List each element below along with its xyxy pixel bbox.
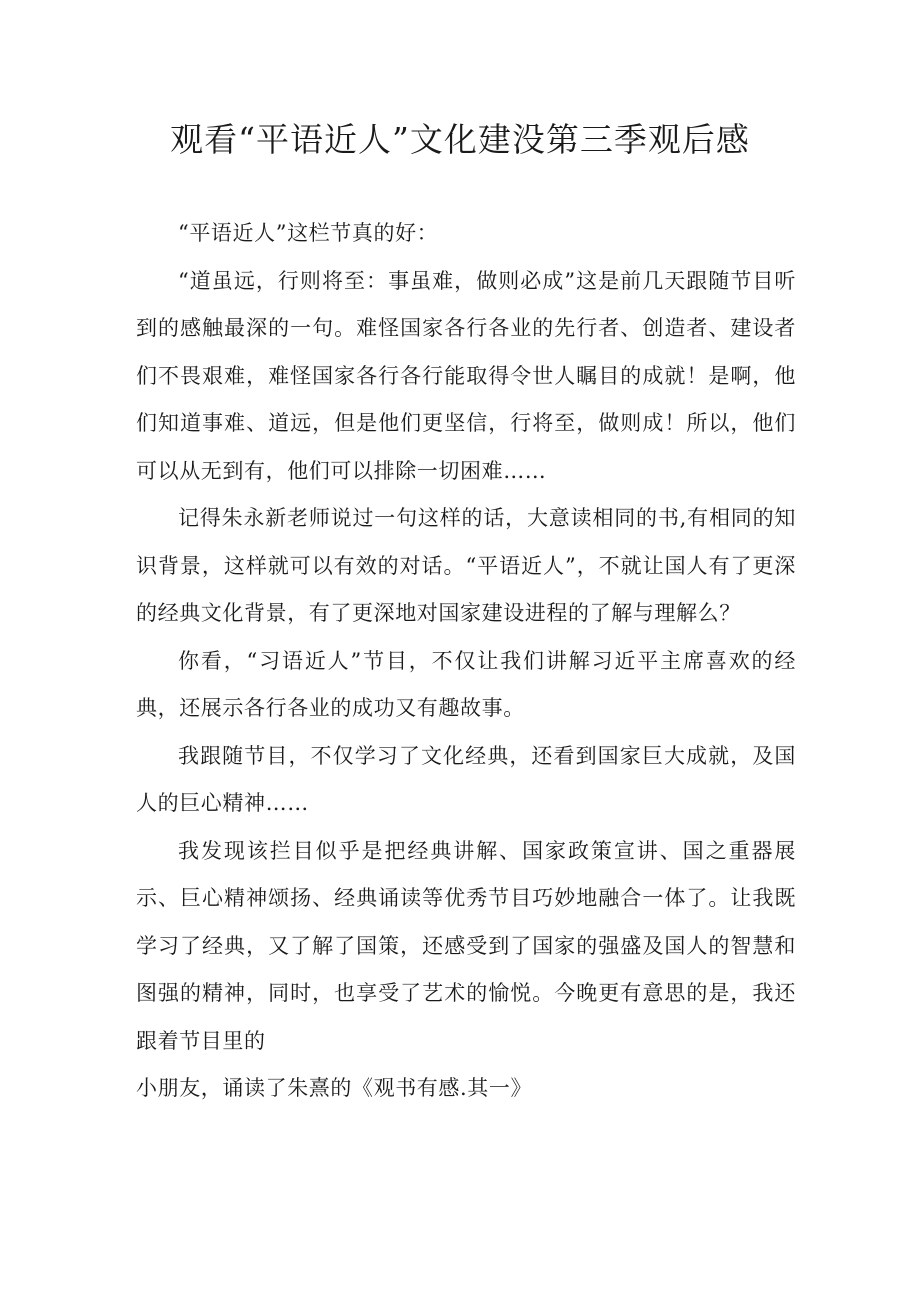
paragraph-zhu-yongxin: 记得朱永新老师说过一句这样的话，大意读相同的书,有相同的知识背景，这样就可以有效的对话。“平语近人”，不就让国人有了更深的经典文化背景，有了更深地对国家建设进程的了解与理解么？ [136,506,796,625]
paragraph-quote: “道虽远，行则将至：事虽难，做则必成”这是前几天跟随节目听到的感触最深的一句。难怪国家各行各业的先行者、创造者、建设者们不畏艰难，难怪国家各行各行能取得令世人瞩目的成就！是啊，他们知道事难、道远，但是他们更坚信，行将至，做则成！所以，他们可以从无到有，他们可以排除一切困难…… [136,268,796,483]
paragraph-program: 你看，“习语近人”节目，不仅让我们讲解习近平主席喜欢的经典，还展示各行各业的成功又有趣故事。 [136,648,796,720]
paragraph-intro: “平语近人”这栏节真的好： [178,221,439,245]
paragraph-discovery: 我发现该拦目似乎是把经典讲解、国家政策宣讲、国之重器展示、巨心精神颂扬、经典诵读等优秀节目巧妙地融合一体了。让我既学习了经典，又了解了国策，还感受到了国家的强盛及国人的智慧和图强的精神，同时，也享受了艺术的愉悦。今晚更有意思的是，我还跟着节目里的 [136,838,796,1053]
document-title: 观看“平语近人”文化建没第三季观后感 [170,120,750,159]
paragraph-recitation: 小朋友，诵读了朱熹的《观书有感.其一》 [136,1076,533,1100]
document-body [136,210,796,1113]
paragraph-learning: 我跟随节目，不仅学习了文化经典，还看到国家巨大成就，及国人的巨心精神…… [136,743,796,815]
